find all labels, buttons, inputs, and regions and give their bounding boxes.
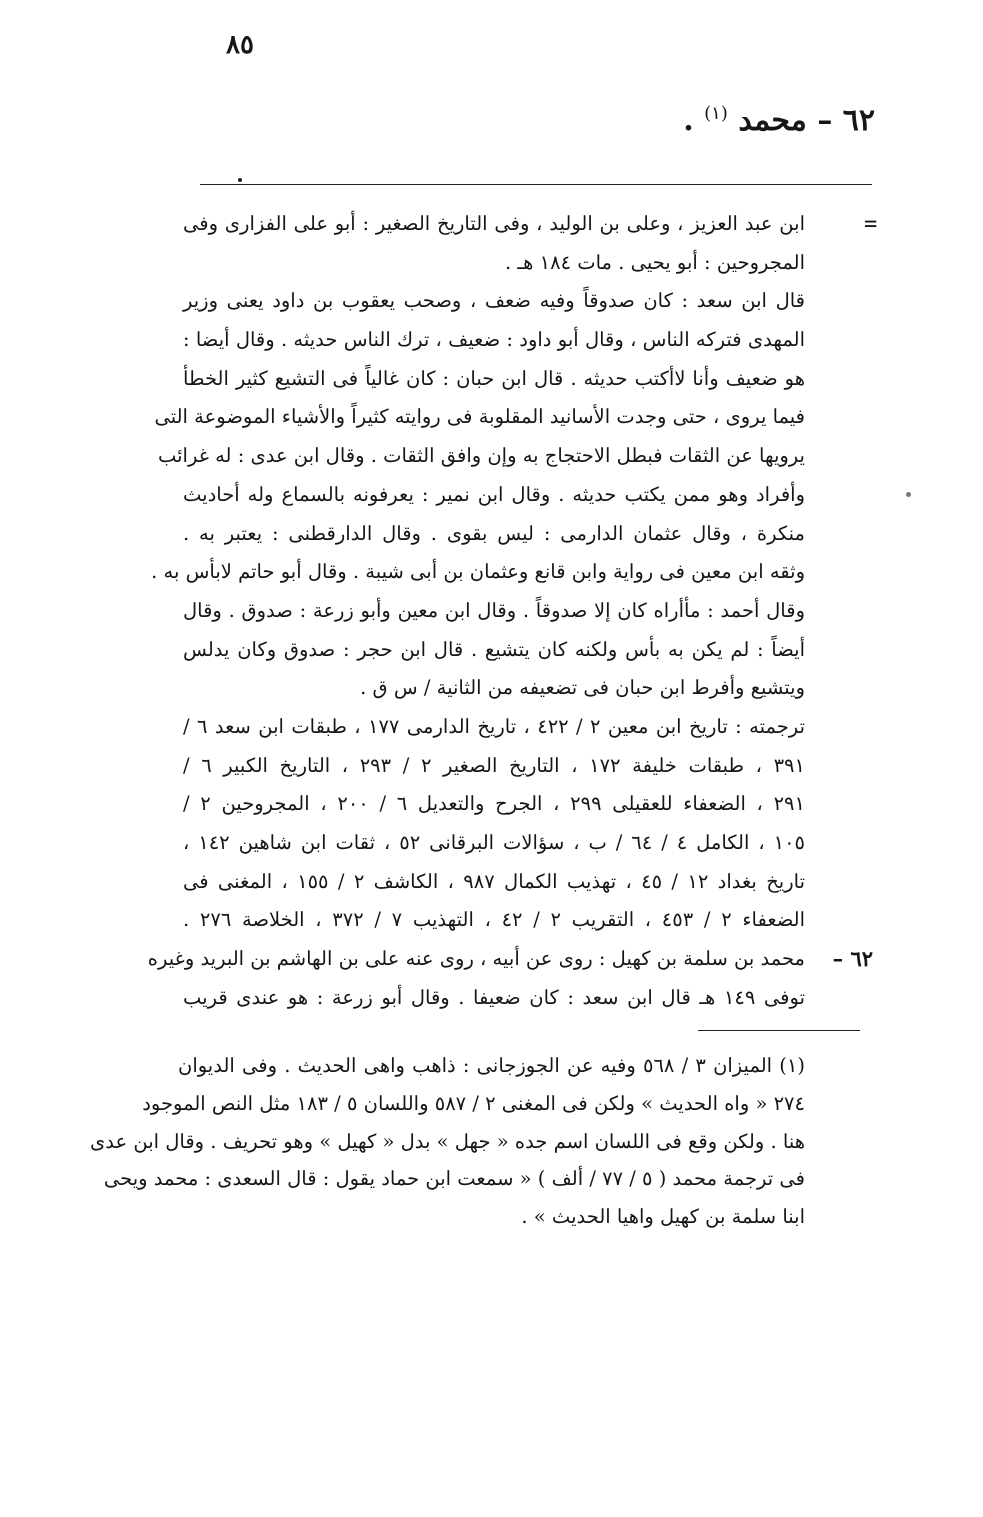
footnote-line: (١) الميزان ٣ / ٥٦٨ وفيه عن الجوزجانى : ذاهب واهى الحديث . وفى الديوان: [178, 1054, 805, 1077]
footnote-line: ابنا سلمة بن كهيل واهيا الحديث » .: [521, 1205, 805, 1229]
text-line: وأفراد وهو ممن يكتب حديثه . وقال ابن نمير : يعرفونه بالسماع وله أحاديث: [183, 482, 805, 506]
heading-dash: –: [817, 103, 833, 138]
text-line: المجروحين : أبو يحيى . مات ١٨٤ هـ .: [505, 250, 805, 274]
text-line: ٢٩١ ، الضعفاء للعقيلى ٢٩٩ ، الجرح والتعديل ٦ / ٢٠٠ ، المجروحين ٢ /: [183, 792, 805, 816]
footnote-ref: (١): [704, 103, 728, 124]
divider-dot: [238, 178, 242, 182]
main-text: [147, 205, 873, 1017]
text-line: الضعفاء ٢ / ٤٥٣ ، التقريب ٢ / ٤٢ ، التهذيب ٧ / ٣٧٢ ، الخلاصة ٢٧٦ .: [183, 908, 806, 932]
footnotes: [90, 1047, 805, 1236]
header-divider: [200, 184, 872, 185]
text-line: يرويها عن الثقات فبطل الاحتجاج به وإن وافق الثقات . وقال ابن عدى : له غرائب: [157, 444, 805, 468]
footnote-line: فى ترجمة محمد ( ٥ / ٧٧ / ألف ) « سمعت ابن حماد يقول : قال السعدى : محمد ويحى: [103, 1167, 805, 1191]
text-line: فيما يروى ، حتى وجدت الأسانيد المقلوبة فى روايته كثيراً والأشياء الموضوعة التى: [154, 405, 805, 429]
text-line: هو ضعيف وأنا لاأكتب حديثه . قال ابن حبان : كان غالياً فى التشيع كثير الخطأ: [183, 366, 805, 390]
text-line: توفى ١٤٩ هـ قال ابن سعد : كان ضعيفا . وقال أبو زرعة : هو عندى قريب: [183, 985, 805, 1009]
text-line: ويتشيع وأفرط ابن حبان فى تضعيفه من الثانية / س ق .: [360, 676, 805, 700]
text-line: تاريخ بغداد ١٢ / ٤٥ ، تهذيب الكمال ٩٨٧ ، الكاشف ٢ / ١٥٥ ، المغنى فى: [183, 869, 805, 893]
margin-speck: [906, 492, 911, 497]
text-line: وثقه ابن معين فى رواية وابن قانع وعثمان بن أبى شيبة . وقال أبو حاتم لابأس به .: [151, 560, 805, 584]
heading-name: محمد: [738, 103, 807, 138]
text-line: ابن عبد العزيز ، وعلى بن الوليد ، وفى التاريخ الصغير : أبو على الفزارى وفى: [183, 212, 805, 235]
heading-number: ٦٢: [842, 103, 875, 138]
text-line: وقال أحمد : مأأراه كان إلا صدوقاً . وقال ابن معين وأبو زرعة : صدوق . وقال: [183, 598, 805, 622]
text-line: أيضاً : لم يكن به بأس ولكنه كان يتشيع . قال ابن حجر : صدوق وكان يدلس: [183, 637, 805, 661]
heading-end: .: [683, 103, 694, 138]
text-line: ١٠٥ ، الكامل ٤ / ٦٤ / ب ، سؤالات البرقانى ٥٢ ، ثقات ابن شاهين ١٤٢ ،: [183, 831, 806, 854]
text-line: المهدى فتركه الناس ، وقال أبو داود : ضعيف ، ترك الناس حديثه . وقال أيضا :: [183, 328, 805, 352]
continuation-mark: =: [864, 212, 878, 237]
text-line: ترجمته : تاريخ ابن معين ٢ / ٤٢٢ ، تاريخ الدارمى ١٧٧ ، طبقات ابن سعد ٦ /: [183, 714, 805, 738]
entry-number: ٦٢ –: [832, 946, 873, 972]
footnote-line: هنا . ولكن وقع فى اللسان اسم جده « جهل » بدل « كهيل » وهو تحريف . وقال ابن عدى: [90, 1129, 805, 1153]
entry-heading: [683, 103, 875, 138]
text-line: منكرة ، وقال عثمان الدارمى : ليس بقوى . وقال الدارقطنى : يعتبر به .: [183, 521, 805, 545]
text-line: محمد بن سلمة بن كهيل : روى عن أبيه ، روى عنه على بن الهاشم بن البريد وغيره: [147, 947, 805, 971]
footnote-divider: [698, 1030, 860, 1031]
text-line: قال ابن سعد : كان صدوقاً وفيه ضعف ، وصحب يعقوب بن داود يعنى وزير: [183, 289, 805, 313]
text-line: ٣٩١ ، طبقات خليفة ١٧٢ ، التاريخ الصغير ٢ / ٢٩٣ ، التاريخ الكبير ٦ /: [183, 753, 805, 777]
page-number: ٨٥: [226, 30, 254, 60]
entry-62: [147, 940, 873, 1017]
footnote-line: ٢٧٤ « واه الحديث » ولكن فى المغنى ٢ / ٥٨٧ واللسان ٥ / ١٨٣ مثل النص الموجود: [142, 1091, 805, 1115]
